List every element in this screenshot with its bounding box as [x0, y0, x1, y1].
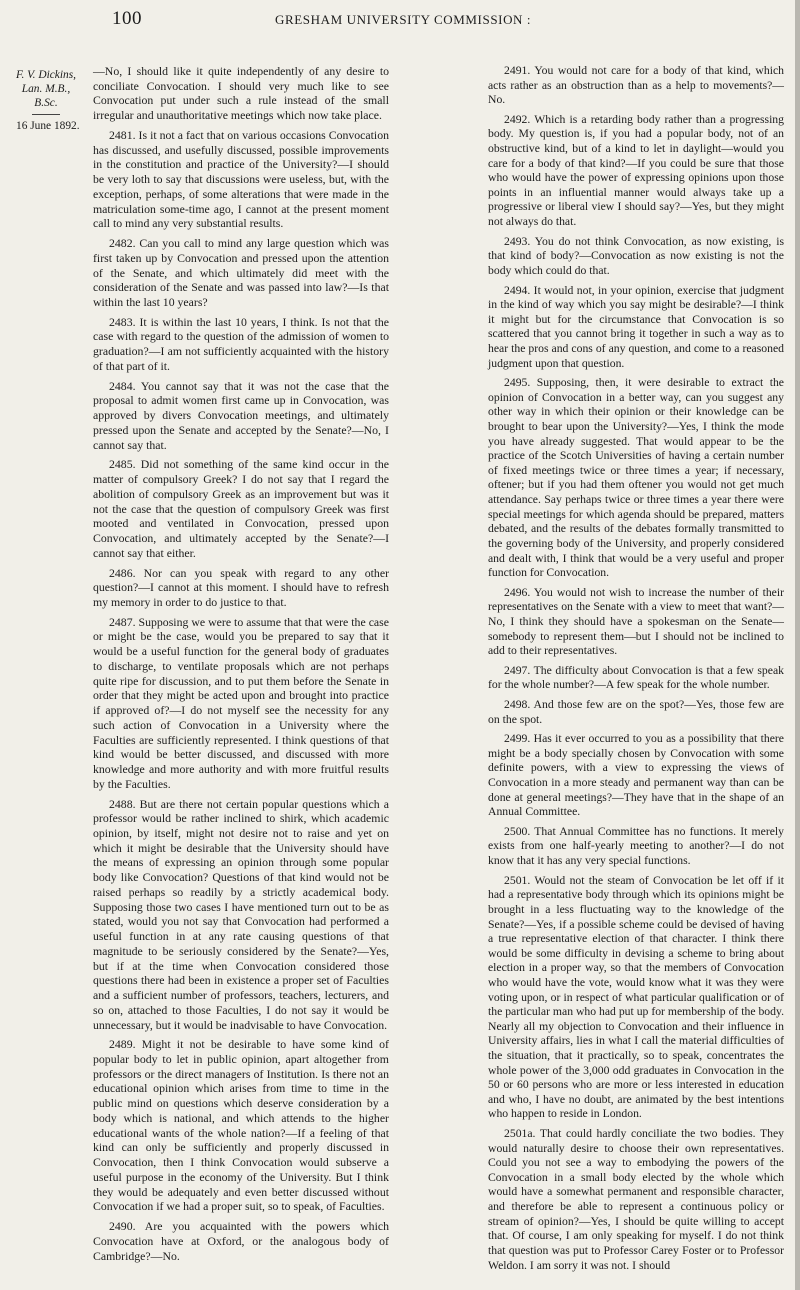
paragraph: 2489. Might it not be desirable to have some kind of popular body to let in public opinion, apart altogether from professors or the direct managers of Institution. Is there not an educational opinion which arises from time to time in the public mind on questions which deserve consideration by a body which is national, and which attends to the higher educational wants of the whole nation?—If a feeling of that kind can only be sufficiently and properly discussed in Convocation, then I think Convocation would subserve a useful purpose in the economy of the University. But I think they would be adequately and even better discussed without Convocation if we had a proper suit, so to speak, of Faculties.	[93, 1037, 389, 1214]
witness-degrees-2: B.Sc.	[34, 97, 58, 109]
paragraph: 2482. Can you call to mind any large question which was first taken up by Convocation and pressed upon the attention of the Senate, and which ultimately did meet with the consideration of the Senate and was passed into law?—Is that within the last 10 years?	[93, 236, 389, 310]
witness-degrees-1: Lan. M.B.,	[21, 83, 71, 95]
page-number: 100	[112, 8, 142, 29]
paragraph: 2485. Did not something of the same kind occur in the matter of compulsory Greek? I do not say that I regard the abolition of compulsory Greek as an improvement but was it not the case that the question of compulsory Greek was first mooted and ventilated in Convocation, pressed upon Convocation, and ultimately accepted by the Senate?—I cannot say that either.	[93, 457, 389, 560]
page-edge-shadow	[795, 0, 800, 1290]
paragraph: 2483. It is within the last 10 years, I think. Is not that the case with regard to the question of the admission of women to graduation?—I am not sufficiently acquainted with the history of that part of it.	[93, 314, 389, 373]
paragraph: 2500. That Annual Committee has no functions. It merely exists from one half-yearly meeting to another?—I do not know that it has any very special functions.	[488, 824, 784, 868]
margin-rule	[32, 114, 60, 115]
paragraph: 2491. You would not care for a body of that kind, which acts rather as an obstruction than as a help to movements?—No.	[488, 64, 784, 107]
paragraph: 2499. Has it ever occurred to you as a possibility that there might be a body specially chosen by Convocation with some definite powers, with a view to expressing the views of Convocation in a more steady and permanent way than can be done at general meetings?—They have that in the shape of an Annual Committee.	[488, 732, 784, 819]
paragraph: 2492. Which is a retarding body rather than a progressing body. My question is, if you had a popular body, not of an obstructive kind, but of a kind to let in daylight—would you care for a body of that kind?—If you could be sure that those who would have the power of expressing opinions upon those points in an influential manner would always take up a progressive or liberal view I should say?—Yes, but they might not always do that.	[488, 112, 784, 229]
hearing-date: 16 June 1892.	[16, 120, 80, 132]
witness-margin-note	[6, 68, 86, 133]
left-column	[93, 64, 389, 1268]
paragraph: 2481. Is it not a fact that on various occasions Convocation has discussed, and usefully discussed, possible improvements in the constitution and practice of the University?—I should be very loth to say that discussions were useless, but, with the exception, perhaps, of some alterations that were made in the matriculation some-time ago, I cannot at the present moment call to mind any very substantial results.	[93, 127, 389, 231]
paragraph: 2501. Would not the steam of Convocation be let off if it had a representative body through which its opinions might be brought in a less fluctuating way to the knowledge of the Senate?—Yes, if a possible scheme could be devised of having a true representative election of that character. I think there would be some difficulty in devising a scheme to bring about election in a proper way, so that the members of Convocation who would have the vote, would know what it was they were voting upon, or in respect of what particular qualification or of the particular man who had put up for membership of the body. Nearly all my objection to Convocation and their influence in University affairs, lies in what I call the material difficulties of the situation, that it practically, so to speak, concentrates the whole power of the 3,000 odd graduates in Convocation in the 50 or 60 persons who are more or less interested in education and who, I have no doubt, are animated by the best intentions who happen to reside in London.	[488, 873, 784, 1121]
paragraph: 2484. You cannot say that it was not the case that the proposal to admit women first came up in Convocation, was approved by divers Convocation meetings, and ultimately pressed upon the Senate and accepted by the Senate?—No, I cannot say that.	[93, 378, 389, 452]
paragraph: 2493. You do not think Convocation, as now existing, is that kind of body?—Convocation as now existing is not the body which could do that.	[488, 234, 784, 277]
paragraph: 2488. But are there not certain popular questions which a professor would be rather inclined to shirk, which academic opinion, by itself, might not desire not to raise and yet on which it might be desirable that the University should have the means of expressing an opinion through some popular body like Convocation? Questions of that kind would not be raised perhaps so readily by a strictly academical body. Supposing those two cases I have mentioned turn out to be as stated, would you not say that Convocation had performed a useful function in at any rate causing questions of that magnitude to be seriously considered by the Senate?—Yes, but if at the time when Convocation considered those questions there had been in existence a proper set of Faculties and a sufficient number of professors, teachers, lecturers, and so on, attached to those Faculties, I do not say it would be unnecessary, but it would be inadvisable to have Convocation.	[93, 796, 389, 1032]
paragraph: 2496. You would not wish to increase the number of their representatives on the Senate with a view to meet that want?—No, I think they should have a spokesman on the Senate—somebody to represent them—but I should not be inclined to add to their representatives.	[488, 585, 784, 658]
paragraph: 2487. Supposing we were to assume that that were the case or might be the case, would you be prepared to say that it would be a useful function for the general body of graduates to discharge, to ventilate proposals which are not perhaps quite ripe for discussion, and to put them before the Senate in order that they might be acted upon and brought into practice if approved of?—I do not myself see the necessity for any such action of Convocation in a University where the Faculties are sufficiently represented. I think questions of that kind would be better discussed, and discussed with more knowledge and more authority and with more fruitful results by the Faculties.	[93, 614, 389, 791]
witness-name: F. V. Dickins,	[15, 69, 76, 81]
right-column	[488, 64, 784, 1278]
running-title: GRESHAM UNIVERSITY COMMISSION :	[275, 12, 532, 27]
paragraph: 2497. The difficulty about Convocation is that a few speak for the whole number?—A few speak for the whole number.	[488, 663, 784, 692]
paragraph: 2486. Nor can you speak with regard to any other question?—I cannot at this moment. I should have to refresh my memory in order to do justice to that.	[93, 565, 389, 609]
paragraph: 2494. It would not, in your opinion, exercise that judgment in the kind of way which you say might be desirable?—I think it might but for the circumstance that Convocation is so scattered that you cannot bring it together in such a way as to hear the pros and cons of any question, and come to a reasoned judgment upon that question.	[488, 283, 784, 370]
paragraph: 2490. Are you acquainted with the powers which Convocation have at Oxford, or the analogous body of Cambridge?—No.	[93, 1219, 389, 1263]
paragraph: —No, I should like it quite independently of any desire to conciliate Convocation. I should very much like to see Convocation put under such a rule instead of the small irregular and unauthoritative meetings which now take place.	[93, 64, 389, 123]
paragraph: 2495. Supposing, then, it were desirable to extract the opinion of Convocation in a better way, can you suggest any other way in which their opinion or their knowledge can be brought to bear upon the University?—Yes, I think the mode you have already suggested. That would appear to be the practice of the Scotch Universities of having a certain number of fixed meetings twice or three times a year; if necessary, oftener; but if you had them oftener you would not get much attendance. Say perhaps twice or three times a year there were special meetings for which agenda should be prepared, matters debated, and the results of the debates formally transmitted to the governing body of the University, and properly considered and dealt with, I think that would be a very useful and proper function for Convocation.	[488, 376, 784, 580]
paragraph: 2498. And those few are on the spot?—Yes, those few are on the spot.	[488, 697, 784, 726]
paragraph: 2501a. That could hardly conciliate the two bodies. They would naturally desire to choose their own representatives. Could you not see a way to embodying the powers of the Convocation in a small body elected by the whole which would have a somewhat permanent and responsible character, and therefore be able to represent a continuous policy or stream of opinion?—Yes, I should be quite willing to accept that. Of course, I am only speaking for myself. I do not think that question was put to Professor Carey Foster or to Professor Weldon. I am sorry it was not. I should	[488, 1127, 784, 1272]
